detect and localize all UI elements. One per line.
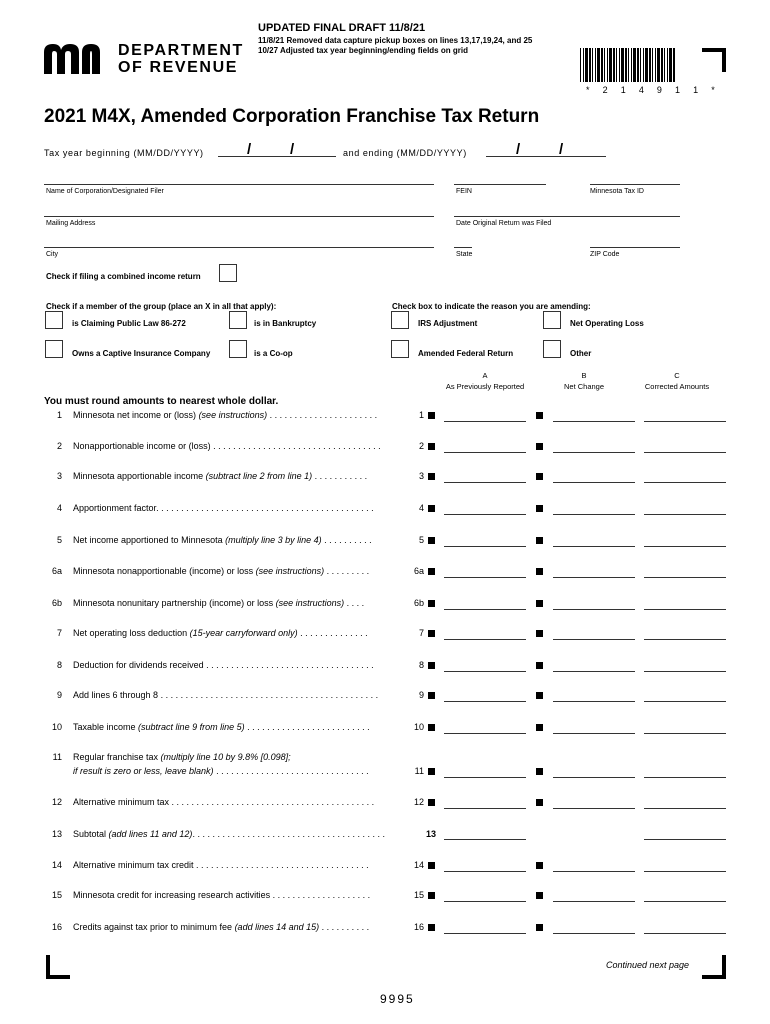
net-operating-loss-label: Net Operating Loss — [570, 319, 644, 328]
line-3-column-b[interactable] — [553, 482, 635, 483]
line-text: Minnesota net income or (loss) — [73, 410, 199, 420]
net-operating-loss-checkbox[interactable] — [543, 311, 561, 329]
barcode-bar — [637, 48, 639, 82]
line-16-column-c[interactable] — [644, 933, 726, 934]
line-10-column-a[interactable] — [444, 733, 526, 734]
line-text: Regular franchise tax — [73, 752, 161, 762]
irs-adjustment-checkbox[interactable] — [391, 311, 409, 329]
leader-dots: . . . . . . . . . . . . . . . . . . . . . . . . . . . . . . . . . . — [203, 660, 374, 670]
line-9-column-a[interactable] — [444, 701, 526, 702]
state-field[interactable] — [454, 247, 472, 248]
line-number: 6a — [51, 566, 62, 576]
line-reference: 7 — [418, 628, 424, 638]
line-5-column-a[interactable] — [444, 546, 526, 547]
zip-field[interactable] — [590, 247, 680, 248]
line-reference: 11 — [414, 766, 424, 776]
marker-square-icon — [428, 924, 435, 931]
line-reference: 10 — [413, 722, 424, 732]
city-label: City — [46, 251, 59, 258]
leader-dots: . . . . . . . . . . . . . . . . . . . . . . . . . — [244, 722, 370, 732]
line-label — [73, 922, 369, 932]
line-number: 10 — [51, 722, 62, 732]
column-b-letter: B — [581, 371, 587, 380]
leader-dots: . . . . . . . . . . . . . . . . . . . . — [270, 890, 371, 900]
coop-checkbox[interactable] — [229, 340, 247, 358]
city-field[interactable] — [44, 247, 434, 248]
line-number: 12 — [51, 797, 62, 807]
other-reason-label: Other — [570, 349, 592, 358]
marker-square-icon — [536, 600, 543, 607]
line-1-column-b[interactable] — [553, 421, 635, 422]
line-text: Nonapportionable income or (loss) — [73, 441, 214, 451]
barcode-bar — [669, 48, 672, 82]
line-number: 2 — [56, 441, 62, 451]
line-15-column-b[interactable] — [553, 901, 635, 902]
tax-year-begin-label: Tax year beginning (MM/DD/YYYY) — [44, 148, 204, 158]
line-label — [73, 628, 368, 638]
line-4-column-c[interactable] — [644, 514, 726, 515]
public-law-checkbox[interactable] — [45, 311, 63, 329]
combined-return-checkbox[interactable] — [219, 264, 237, 282]
line-number: 8 — [56, 660, 62, 670]
line-italic: if result is zero or less, leave blank) — [73, 766, 214, 776]
marker-square-icon — [536, 443, 543, 450]
marker-square-icon — [536, 799, 543, 806]
line-4-column-b[interactable] — [553, 514, 635, 515]
line-italic: (subtract line 2 from line 1) — [205, 471, 313, 481]
line-number: 13 — [51, 829, 62, 839]
date-slash: / — [247, 141, 252, 158]
line-9-column-b[interactable] — [553, 701, 635, 702]
line-reference: 6b — [413, 598, 424, 608]
continued-note: Continued next page — [606, 960, 690, 970]
line-label — [73, 890, 370, 900]
line-reference: 1 — [418, 410, 424, 420]
barcode-bar — [609, 48, 612, 82]
line-label — [73, 598, 364, 608]
line-label — [73, 752, 291, 762]
line-2-column-a[interactable] — [444, 452, 526, 453]
coop-label: is a Co-op — [254, 349, 293, 358]
state-label: State — [456, 251, 473, 258]
barcode-bar — [657, 48, 660, 82]
line-reference: 8 — [418, 660, 424, 670]
marker-square-icon — [428, 505, 435, 512]
marker-square-icon — [428, 662, 435, 669]
leader-dots: . . . . . . . . . . . . . . . . . . . . . . — [267, 410, 378, 420]
captive-insurance-checkbox[interactable] — [45, 340, 63, 358]
marker-square-icon — [428, 892, 435, 899]
line-number: 6b — [51, 598, 62, 608]
line-italic: (multiply line 10 by 9.8% [0.098]; — [160, 752, 291, 762]
line-7-column-c[interactable] — [644, 639, 726, 640]
column-c-label: Corrected Amounts — [644, 382, 710, 391]
line-6a-column-a[interactable] — [444, 577, 526, 578]
barcode-bar — [645, 48, 648, 82]
zip-label: ZIP Code — [590, 251, 620, 258]
draft-note-2: 10/27 Adjusted tax year beginning/ending fields on grid — [258, 46, 468, 55]
line-5-column-b[interactable] — [553, 546, 635, 547]
line-12-column-b[interactable] — [553, 808, 635, 809]
line-italic: (add lines 11 and 12) — [108, 829, 193, 839]
marker-square-icon — [536, 412, 543, 419]
barcode-bar — [595, 48, 596, 82]
line-reference: 15 — [413, 890, 424, 900]
line-reference: 5 — [418, 535, 424, 545]
line-13-column-c[interactable] — [644, 839, 726, 840]
line-3-column-c[interactable] — [644, 482, 726, 483]
barcode-bar — [592, 48, 593, 82]
marker-square-icon — [428, 768, 435, 775]
column-c-header — [622, 371, 732, 391]
date-slash: / — [559, 141, 564, 158]
marker-square-icon — [428, 692, 435, 699]
line-9-column-c[interactable] — [644, 701, 726, 702]
line-8-column-c[interactable] — [644, 671, 726, 672]
barcode-bar — [580, 48, 581, 82]
line-number: 7 — [56, 628, 62, 638]
line-1-column-a[interactable] — [444, 421, 526, 422]
line-reference: 14 — [413, 860, 424, 870]
column-b-label: Net Change — [563, 382, 605, 391]
marker-square-icon — [536, 630, 543, 637]
line-13-column-a[interactable] — [444, 839, 526, 840]
line-text: Net operating loss deduction — [73, 628, 190, 638]
column-a-header — [430, 371, 540, 391]
line-15-column-a[interactable] — [444, 901, 526, 902]
mailing-address-label: Mailing Address — [46, 220, 96, 227]
line-16-column-a[interactable] — [444, 933, 526, 934]
agency-name — [118, 42, 244, 76]
line-text: Deduction for dividends received — [73, 660, 204, 670]
line-6a-column-c[interactable] — [644, 577, 726, 578]
date-slash: / — [516, 141, 521, 158]
line-number: 16 — [51, 922, 62, 932]
barcode-bar — [589, 48, 591, 82]
barcode-bar — [643, 48, 644, 82]
barcode-bar — [625, 48, 627, 82]
barcode-bar — [655, 48, 656, 82]
line-text: Credits against tax prior to minimum fee — [73, 922, 235, 932]
leader-dots: . . . . — [344, 598, 365, 608]
marker-square-icon — [536, 862, 543, 869]
corner-mark-bottom-right — [702, 955, 726, 979]
line-label — [73, 797, 374, 807]
fein-field[interactable] — [454, 184, 546, 185]
line-6b-column-c[interactable] — [644, 609, 726, 610]
line-7-column-b[interactable] — [553, 639, 635, 640]
line-text: Subtotal — [73, 829, 109, 839]
line-italic: (see instructions) — [198, 410, 268, 420]
marker-square-icon — [428, 862, 435, 869]
line-number: 5 — [56, 535, 62, 545]
barcode-bar — [613, 48, 615, 82]
line-number: 3 — [56, 471, 62, 481]
line-number: 9 — [56, 690, 62, 700]
line-10-column-c[interactable] — [644, 733, 726, 734]
marker-square-icon — [428, 600, 435, 607]
fein-label: FEIN — [456, 188, 472, 195]
line-italic: (see instructions) — [255, 566, 325, 576]
line-11-column-c[interactable] — [644, 777, 726, 778]
line-reference: 16 — [413, 922, 424, 932]
tax-year-end-field[interactable] — [486, 156, 606, 157]
barcode-bar — [607, 48, 608, 82]
barcode-bar — [673, 48, 675, 82]
line-reference: 12 — [413, 797, 424, 807]
amended-federal-checkbox[interactable] — [391, 340, 409, 358]
page-code: 9995 — [380, 992, 415, 1006]
line-label — [73, 566, 369, 576]
marker-square-icon — [536, 924, 543, 931]
marker-square-icon — [536, 662, 543, 669]
leader-dots: . . . . . . . . . . . . . . . . . . . . . . . . . . . . . . . . . . . . . . . . . . . . — [156, 503, 374, 513]
line-8-column-b[interactable] — [553, 671, 635, 672]
line-8-column-a[interactable] — [444, 671, 526, 672]
corporation-name-field[interactable] — [44, 184, 434, 185]
line-6b-column-a[interactable] — [444, 609, 526, 610]
line-number: 14 — [51, 860, 62, 870]
line-text: Alternative minimum tax — [73, 797, 170, 807]
line-label — [73, 471, 367, 481]
marker-square-icon — [536, 505, 543, 512]
date-filed-label: Date Original Return was Filed — [456, 220, 552, 227]
line-6a-column-b[interactable] — [553, 577, 635, 578]
line-14-column-c[interactable] — [644, 871, 726, 872]
bankruptcy-label: is in Bankruptcy — [254, 319, 317, 328]
line-2-column-b[interactable] — [553, 452, 635, 453]
tax-year-end-label: and ending (MM/DD/YYYY) — [343, 148, 467, 158]
line-text: Alternative minimum tax credit — [73, 860, 194, 870]
captive-insurance-label: Owns a Captive Insurance Company — [72, 349, 211, 358]
line-16-column-b[interactable] — [553, 933, 635, 934]
mailing-address-field[interactable] — [44, 216, 434, 217]
marker-square-icon — [536, 568, 543, 575]
line-12-column-c[interactable] — [644, 808, 726, 809]
line-number: 4 — [56, 503, 62, 513]
line-5-column-c[interactable] — [644, 546, 726, 547]
barcode-bar — [652, 48, 653, 82]
column-a-letter: A — [482, 371, 488, 380]
line-text: Minnesota credit for increasing research activities — [73, 890, 271, 900]
barcode-bar — [633, 48, 636, 82]
line-11-column-a[interactable] — [444, 777, 526, 778]
marker-square-icon — [428, 799, 435, 806]
line-label — [73, 766, 369, 776]
amended-federal-label: Amended Federal Return — [418, 349, 514, 358]
line-1-column-c[interactable] — [644, 421, 726, 422]
barcode-bar — [604, 48, 605, 82]
public-law-label: is Claiming Public Law 86-272 — [72, 319, 186, 328]
leader-dots: . . . . . . . . . . — [319, 922, 370, 932]
line-label — [73, 829, 385, 839]
line-reference: 3 — [418, 471, 424, 481]
line-label — [73, 690, 378, 700]
bankruptcy-checkbox[interactable] — [229, 311, 247, 329]
leader-dots: . . . . . . . . . . — [321, 535, 372, 545]
leader-dots: . . . . . . . . . . . . . . . . . . . . . . . . . . . . . . . . . . . — [193, 860, 369, 870]
line-label — [73, 860, 369, 870]
agency-line-2: OF REVENUE — [118, 59, 239, 76]
line-reference: 9 — [418, 690, 424, 700]
barcode-bar — [628, 48, 629, 82]
line-number: 15 — [51, 890, 62, 900]
irs-adjustment-label: IRS Adjustment — [418, 319, 478, 328]
leader-dots: . . . . . . . . . . . — [312, 471, 368, 481]
leader-dots: . . . . . . . . . . . . . . — [297, 628, 368, 638]
line-label — [73, 660, 374, 670]
barcode-bar — [661, 48, 663, 82]
marker-square-icon — [428, 473, 435, 480]
line-11-column-b[interactable] — [553, 777, 635, 778]
marker-square-icon — [428, 412, 435, 419]
round-note: You must round amounts to nearest whole dollar. — [44, 396, 279, 407]
line-label — [73, 503, 374, 513]
marker-square-icon — [428, 630, 435, 637]
barcode-bar — [631, 48, 632, 82]
form-title: 2021 M4X, Amended Corporation Franchise Tax Return — [44, 106, 540, 127]
barcode-bar — [585, 48, 588, 82]
marker-square-icon — [536, 892, 543, 899]
barcode-bar — [619, 48, 620, 82]
line-7-column-a[interactable] — [444, 639, 526, 640]
corner-mark-top-right — [702, 48, 726, 72]
barcode-number: * 2 1 4 9 1 1 * — [586, 85, 721, 95]
barcode-bar — [667, 48, 668, 82]
line-text: Minnesota apportionable income — [73, 471, 206, 481]
draft-note — [258, 36, 532, 56]
marker-square-icon — [428, 537, 435, 544]
draft-note-1: 11/8/21 Removed data capture pickup boxes on lines 13,17,19,24, and 25 — [258, 36, 533, 45]
leader-dots: . . . . . . . . . . . . . . . . . . . . . . . . . . . . . . . — [213, 766, 369, 776]
amend-reason-heading: Check box to indicate the reason you are amending: — [392, 302, 591, 311]
mn-tax-id-label: Minnesota Tax ID — [590, 188, 644, 195]
line-text: Apportionment factor — [73, 503, 157, 513]
line-number: 1 — [56, 410, 62, 420]
leader-dots: . . . . . . . . . — [324, 566, 370, 576]
line-number: 11 — [52, 752, 62, 762]
line-2-column-c[interactable] — [644, 452, 726, 453]
line-3-column-a[interactable] — [444, 482, 526, 483]
line-label — [73, 535, 372, 545]
marker-square-icon — [428, 443, 435, 450]
date-slash: / — [290, 141, 295, 158]
line-10-column-b[interactable] — [553, 733, 635, 734]
mn-logo-icon — [44, 42, 112, 74]
marker-square-icon — [428, 568, 435, 575]
mn-tax-id-field[interactable] — [590, 184, 680, 185]
barcode-bar — [649, 48, 651, 82]
line-reference: 2 — [418, 441, 424, 451]
barcode-bar — [621, 48, 624, 82]
line-italic: (see instructions) — [275, 598, 345, 608]
line-italic: (15-year carryforward only) — [189, 628, 298, 638]
barcode-bar — [601, 48, 603, 82]
marker-square-icon — [536, 537, 543, 544]
leader-dots: . . . . . . . . . . . . . . . . . . . . . . . . . . . . . . . . . . . . . . . . . — [169, 797, 375, 807]
member-group-heading: Check if a member of the group (place an X in all that apply): — [46, 302, 277, 311]
draft-title: UPDATED FINAL DRAFT 11/8/21 — [258, 22, 426, 34]
line-reference: 6a — [413, 566, 424, 576]
marker-square-icon — [536, 473, 543, 480]
barcode-bar — [583, 48, 584, 82]
line-text: Minnesota nonunitary partnership (income) or loss — [73, 598, 276, 608]
tax-year-begin-field[interactable] — [218, 156, 336, 157]
leader-dots: . . . . . . . . . . . . . . . . . . . . . . . . . . . . . . . . . . . . . . . — [192, 829, 385, 839]
column-a-label: As Previously Reported — [445, 382, 525, 391]
other-reason-checkbox[interactable] — [543, 340, 561, 358]
column-c-letter: C — [674, 371, 680, 380]
line-label — [73, 722, 370, 732]
line-4-column-a[interactable] — [444, 514, 526, 515]
barcode-bar — [616, 48, 617, 82]
line-text: Minnesota nonapportionable (income) or loss — [73, 566, 256, 576]
combined-return-label: Check if filing a combined income return — [46, 272, 201, 281]
barcode-icon — [580, 48, 676, 82]
line-text: Net income apportioned to Minnesota — [73, 535, 226, 545]
corner-mark-bottom-left — [46, 955, 70, 979]
barcode-bar — [664, 48, 665, 82]
corporation-name-label: Name of Corporation/Designated Filer — [46, 188, 164, 195]
line-label — [73, 441, 381, 451]
line-14-column-b[interactable] — [553, 871, 635, 872]
line-15-column-c[interactable] — [644, 901, 726, 902]
line-text: Taxable income — [73, 722, 139, 732]
line-text: Add lines 6 through 8 — [73, 690, 159, 700]
line-14-column-a[interactable] — [444, 871, 526, 872]
line-reference: 4 — [418, 503, 424, 513]
line-italic: (multiply line 3 by line 4) — [225, 535, 322, 545]
line-reference: 13 — [425, 829, 436, 839]
barcode-bar — [640, 48, 641, 82]
leader-dots: . . . . . . . . . . . . . . . . . . . . . . . . . . . . . . . . . . . . . . . . . . . . — [158, 690, 379, 700]
marker-square-icon — [536, 724, 543, 731]
agency-line-1: DEPARTMENT — [118, 42, 244, 59]
line-italic: (subtract line 9 from line 5) — [138, 722, 245, 732]
line-label — [73, 410, 377, 420]
line-italic: (add lines 14 and 15) — [234, 922, 320, 932]
barcode-bar — [597, 48, 600, 82]
line-6b-column-b[interactable] — [553, 609, 635, 610]
line-12-column-a[interactable] — [444, 808, 526, 809]
marker-square-icon — [536, 692, 543, 699]
date-filed-field[interactable] — [454, 216, 680, 217]
leader-dots: . . . . . . . . . . . . . . . . . . . . . . . . . . . . . . . . . . — [213, 441, 381, 451]
marker-square-icon — [428, 724, 435, 731]
marker-square-icon — [536, 768, 543, 775]
